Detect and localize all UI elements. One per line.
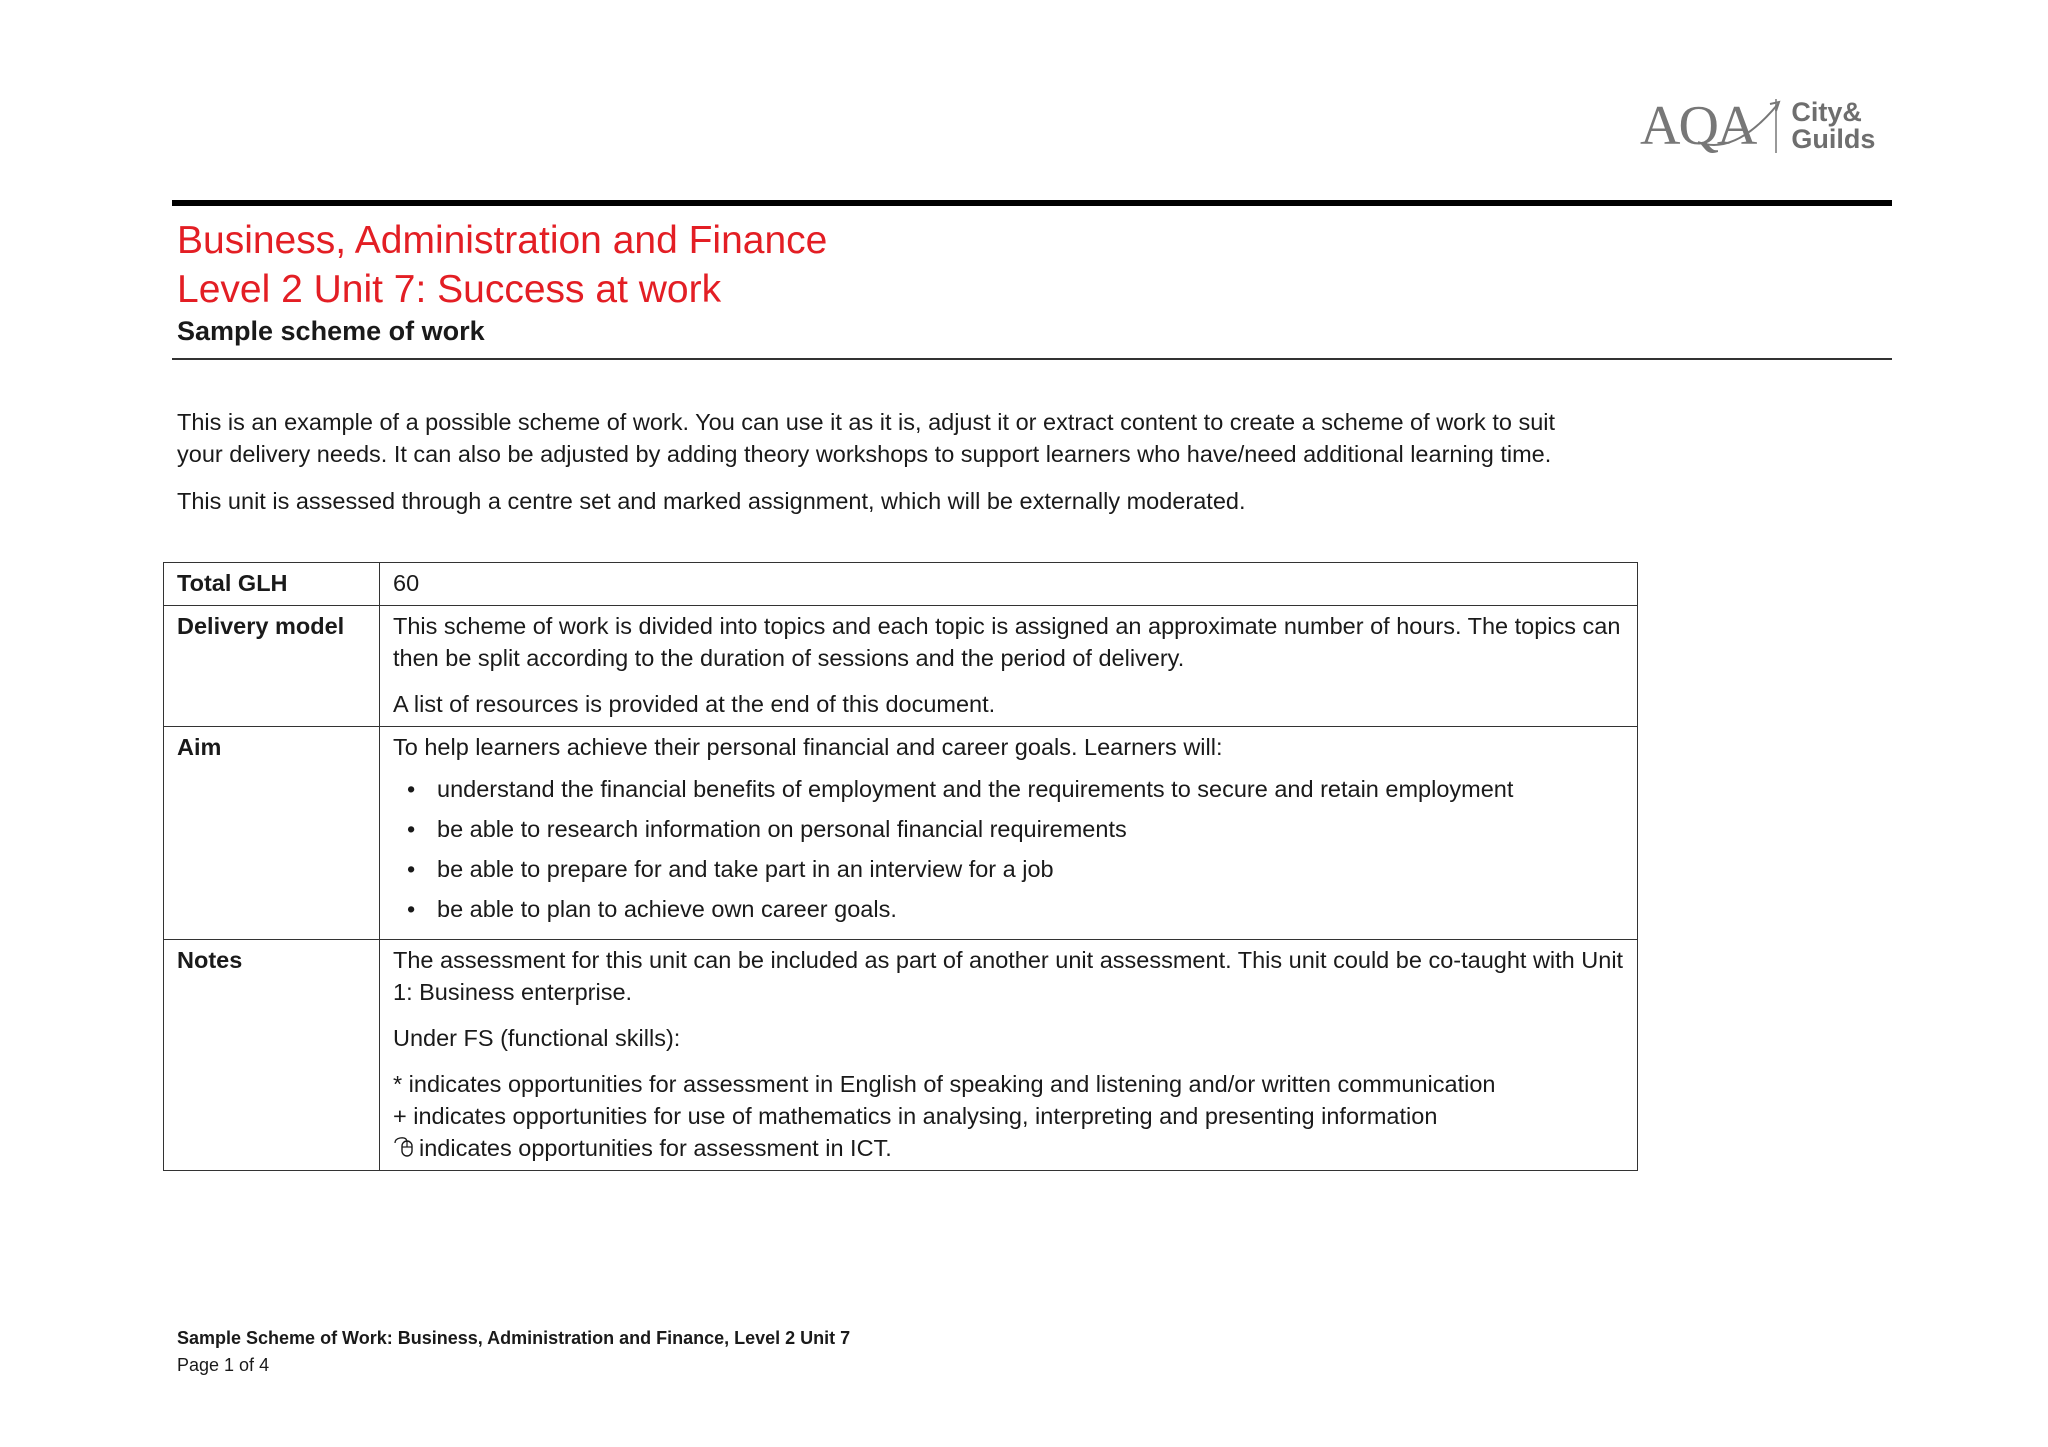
aqa-logo-text: AQA [1640, 95, 1756, 157]
header-rule-thick [172, 200, 1892, 206]
aqa-swoosh-icon [1640, 98, 1790, 158]
intro-paragraph: This is an example of a possible scheme of work. You can use it as it is, adjust it or extract content to create a scheme of work to suit your delivery needs. It can also be adjusted by adding theory workshops to support learners who have/need additional learning time. [177, 409, 1556, 467]
page-footer [177, 1325, 850, 1379]
row-value: 60 [380, 563, 1638, 606]
row-label: Aim [164, 727, 380, 940]
list-item: • be able to research information on personal financial requirements [393, 813, 1625, 845]
unit-info-table [163, 562, 1638, 1171]
title-line2: Level 2 Unit 7: Success at work [177, 268, 722, 311]
fs-key-ict [393, 1132, 1625, 1164]
row-value [380, 727, 1638, 940]
fs-key-english: * indicates opportunities for assessment in English of speaking and listening and/or written communication [393, 1071, 1496, 1097]
list-item: • be able to plan to achieve own career goals. [393, 893, 1625, 925]
cell-paragraph: Under FS (functional skills): [393, 1025, 681, 1051]
city-and-guilds-logo [1791, 99, 1875, 153]
header-rule-thin [172, 358, 1892, 360]
title-line1: Business, Administration and Finance [177, 219, 828, 262]
list-item: • understand the financial benefits of employment and the requirements to secure and retain employment [393, 773, 1625, 805]
page-number: Page 1 of 4 [177, 1355, 270, 1375]
page-subtitle: Sample scheme of work [177, 316, 485, 346]
cell-paragraph: This scheme of work is divided into topics and each topic is assigned an approximate number of hours. The topics can then be split according to the duration of sessions and the period of delivery. [393, 613, 1621, 671]
table-row [164, 606, 1638, 727]
row-value [380, 940, 1638, 1171]
fs-key [393, 1068, 1625, 1164]
cg-logo-line2: Guilds [1791, 124, 1876, 154]
aim-bullet-list [393, 773, 1625, 925]
fs-key-ict-text: indicates opportunities for assessment in ICT. [419, 1135, 892, 1161]
intro-text [177, 406, 1597, 517]
row-label: Notes [164, 940, 380, 1171]
page-title [177, 216, 827, 314]
logo-group [1640, 96, 1875, 156]
table-row [164, 727, 1638, 940]
footer-title: Sample Scheme of Work: Business, Administration and Finance, Level 2 Unit 7 [177, 1328, 851, 1348]
row-label: Delivery model [164, 606, 380, 727]
table-row [164, 563, 1638, 606]
cell-paragraph: A list of resources is provided at the end of this document. [393, 691, 996, 717]
row-label: Total GLH [164, 563, 380, 606]
fs-key-maths: + indicates opportunities for use of mathematics in analysing, interpreting and presenting information [393, 1103, 1438, 1129]
cell-paragraph: The assessment for this unit can be included as part of another unit assessment. This unit could be co-taught with Unit 1: Business enterprise. [393, 947, 1624, 1005]
cg-logo-line1: City& [1791, 97, 1862, 127]
cell-paragraph: To help learners achieve their personal financial and career goals. Learners will: [393, 734, 1223, 760]
intro-paragraph: This unit is assessed through a centre set and marked assignment, which will be externally moderated. [177, 488, 1246, 514]
list-item: • be able to prepare for and take part in an interview for a job [393, 853, 1625, 885]
row-value [380, 606, 1638, 727]
table-row [164, 940, 1638, 1171]
mouse-icon [393, 1136, 415, 1158]
aqa-logo [1640, 95, 1756, 157]
